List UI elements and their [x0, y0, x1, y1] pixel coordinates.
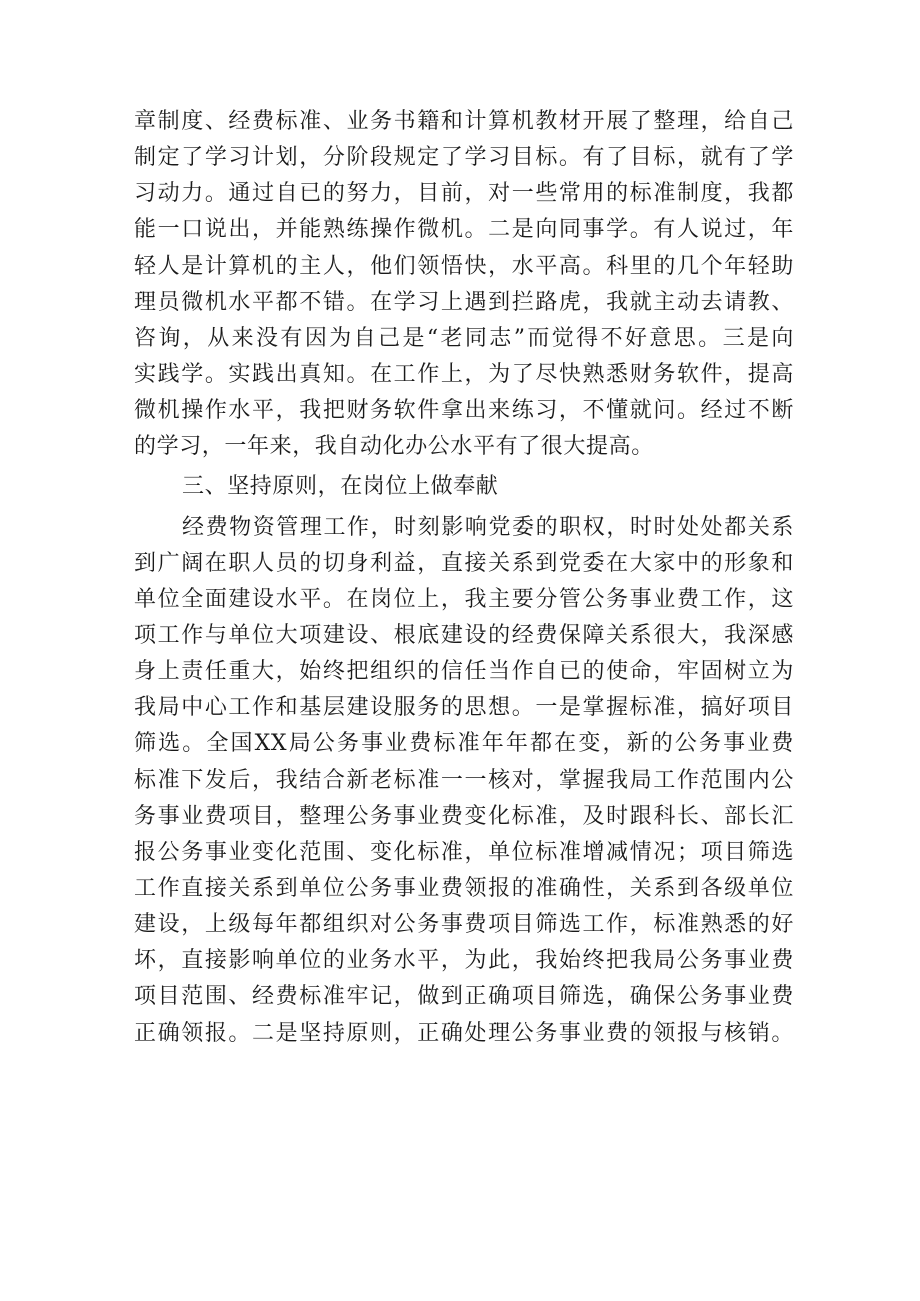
text-line: 我局中心工作和基层建设服务的思想。一是掌握标准，搞好项目	[134, 695, 794, 721]
text-line: 的学习，一年来，我自动化办公水平有了很大提高。	[134, 434, 654, 460]
text-line: 到广阔在职人员的切身利益，直接关系到党委在大家中的形象和	[134, 550, 794, 576]
text-line: 单位全面建设水平。在岗位上，我主要分管公务事业费工作，这	[134, 586, 794, 612]
text-line: 实践学。实践出真知。在工作上，为了尽快熟悉财务软件，提高	[134, 361, 794, 387]
text-line: 项目范围、经费标准牢记，做到正确项目筛选，确保公务事业费	[134, 984, 794, 1010]
section-heading: 三、坚持原则，在岗位上做奉献	[182, 474, 499, 500]
text-line: 正确领报。二是坚持原则，正确处理公务事业费的领报与核销。	[134, 1020, 794, 1046]
text-line: 标准下发后，我结合新老标准一一核对，掌握我局工作范围内公	[134, 767, 794, 793]
text-line: 项工作与单位大项建设、根底建设的经费保障关系很大，我深感	[134, 622, 794, 648]
text-line: 咨询，从来没有因为自己是“老同志”而觉得不好意思。三是向	[134, 325, 794, 351]
text-line: 身上责任重大，始终把组织的信任当作自已的使命，牢固树立为	[134, 659, 794, 685]
text-line: 工作直接关系到单位公务事业费领报的准确性，关系到各级单位	[134, 875, 794, 901]
text-line: 轻人是计算机的主人，他们领悟快，水平高。科里的几个年轻助	[134, 253, 794, 279]
text-line: 章制度、经费标准、业务书籍和计算机教材开展了整理，给自己	[134, 109, 794, 134]
text-line: 务事业费项目，整理公务事业费变化标准，及时跟科长、部长汇	[134, 803, 794, 829]
paragraph-2	[134, 510, 794, 1052]
document-page	[134, 104, 794, 1052]
text-line: 筛选。全国XX局公务事业费标准年年都在变，新的公务事业费	[134, 731, 794, 757]
text-line: 习动力。通过自已的努力，目前，对一些常用的标准制度，我都	[134, 181, 794, 207]
text-line: 制定了学习计划，分阶段规定了学习目标。有了目标，就有了学	[134, 145, 794, 171]
text-line: 坏，直接影响单位的业务水平，为此，我始终把我局公务事业费	[134, 948, 794, 974]
text-line: 报公务事业变化范围、变化标准，单位标准增减情况；项目筛选	[134, 839, 794, 865]
paragraph-1	[134, 104, 794, 465]
text-line: 建设，上级每年都组织对公务事费项目筛选工作，标准熟悉的好	[134, 912, 794, 938]
text-line: 理员微机水平都不错。在学习上遇到拦路虎，我就主动去请教、	[134, 289, 794, 315]
text-line: 微机操作水平，我把财务软件拿出来练习，不懂就问。经过不断	[134, 398, 794, 424]
text-line: 能一口说出，并能熟练操作微机。二是向同事学。有人说过，年	[134, 217, 794, 243]
text-line: 经费物资管理工作，时刻影响党委的职权，时时处处都关系	[182, 514, 794, 540]
